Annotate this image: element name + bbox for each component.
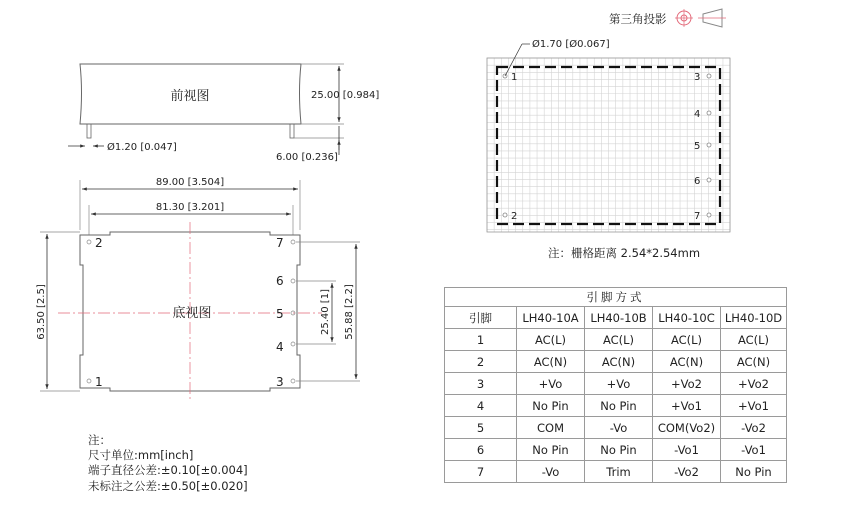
grid-pin-label: 3: [694, 72, 701, 83]
table-cell: 6: [445, 439, 517, 461]
table-cell: AC(L): [721, 329, 787, 351]
table-cell: AC(N): [585, 351, 653, 373]
grid-pin-label: 7: [694, 211, 701, 222]
table-row: [445, 351, 787, 373]
projection-symbol: [609, 9, 726, 27]
table-cell: AC(N): [653, 351, 721, 373]
projection-circle-icon: [675, 9, 693, 27]
bottom-view: [36, 177, 360, 402]
table-cell: +Vo: [585, 373, 653, 395]
table-cell: AC(L): [653, 329, 721, 351]
pin-table-title: 引脚方式: [445, 288, 787, 307]
front-pin-left: [87, 124, 91, 138]
bottom-pin-label: 6: [276, 274, 284, 288]
notes-pin-tolerance: 端子直径公差:±0.10[±0.004]: [88, 463, 248, 478]
pin-table-header-row: [445, 307, 787, 329]
table-row: [445, 395, 787, 417]
grid-note: 注：栅格距离 2.54*2.54mm: [548, 246, 701, 260]
bottom-pin-label: 5: [276, 307, 284, 321]
table-cell: 2: [445, 351, 517, 373]
notes-title: 注：: [88, 433, 111, 447]
bottom-pin-pitch-dim: 25.40 [1]: [320, 289, 331, 335]
table-cell: No Pin: [517, 439, 585, 461]
table-cell: No Pin: [721, 461, 787, 483]
front-view: [68, 64, 379, 163]
table-cell: -Vo2: [653, 461, 721, 483]
bottom-pin-7: [276, 236, 295, 250]
table-cell: AC(N): [721, 351, 787, 373]
bottom-pin-3: [276, 375, 295, 389]
pin-table-title-row: [445, 288, 787, 307]
table-cell: AC(L): [585, 329, 653, 351]
bottom-pin-label: 4: [276, 340, 284, 354]
bottom-overall-width-dim: 89.00 [3.504]: [155, 177, 225, 188]
table-row: [445, 373, 787, 395]
column-header: LH40-10C: [653, 307, 721, 329]
grid-pin-label: 4: [694, 109, 701, 120]
table-cell: -Vo: [585, 417, 653, 439]
pin-table: [444, 287, 787, 483]
table-cell: No Pin: [585, 439, 653, 461]
notes-block: [88, 433, 248, 494]
table-cell: +Vo1: [721, 395, 787, 417]
table-cell: COM: [517, 417, 585, 439]
column-header: LH40-10B: [585, 307, 653, 329]
bottom-pin-span-height-dim: 55.88 [2.2]: [344, 284, 355, 340]
notes-general-tolerance: 未标注之公差:±0.50[±0.020]: [88, 478, 248, 493]
bottom-pin-label: 7: [276, 236, 284, 250]
bottom-pin-6: [276, 274, 295, 288]
grid-pin-1: [503, 72, 517, 83]
grid-pin-2: [503, 211, 517, 222]
bottom-pin-label: 1: [95, 375, 103, 389]
table-cell: +Vo1: [653, 395, 721, 417]
grid-pin-label: 2: [511, 211, 518, 222]
table-row: [445, 461, 787, 483]
front-view-label: 前视图: [170, 89, 210, 104]
table-cell: -Vo1: [721, 439, 787, 461]
front-pin-right: [290, 124, 294, 138]
table-cell: AC(L): [517, 329, 585, 351]
grid-pin-label: 6: [694, 176, 701, 187]
table-cell: Trim: [585, 461, 653, 483]
bottom-overall-height-dim: 63.50 [2.5]: [36, 284, 47, 340]
projection-label: 第三角投影: [609, 12, 667, 26]
bottom-view-label: 底视图: [172, 306, 212, 321]
table-cell: -Vo: [517, 461, 585, 483]
table-row: [445, 439, 787, 461]
front-pin-diameter-dim: Ø1.20 [0.047]: [107, 142, 177, 153]
column-header: 引脚: [445, 307, 517, 329]
bottom-pin-label: 3: [276, 375, 284, 389]
front-height-dim: 25.00 [0.984]: [311, 90, 380, 101]
grid-pin-label: 5: [694, 141, 701, 152]
table-cell: -Vo1: [653, 439, 721, 461]
column-header: LH40-10D: [721, 307, 787, 329]
table-cell: 5: [445, 417, 517, 439]
table-row: [445, 417, 787, 439]
table-cell: No Pin: [517, 395, 585, 417]
table-cell: AC(N): [517, 351, 585, 373]
table-row: [445, 329, 787, 351]
bottom-pin-label: 2: [95, 236, 103, 250]
table-cell: 4: [445, 395, 517, 417]
notes-unit: 尺寸单位:mm[inch]: [88, 448, 194, 463]
table-cell: No Pin: [585, 395, 653, 417]
bottom-pin-1: [87, 375, 103, 389]
grid-view: [487, 38, 730, 260]
grid-hole-dim: Ø1.70 [Ø0.067]: [532, 39, 610, 50]
table-cell: 7: [445, 461, 517, 483]
table-cell: COM(Vo2): [653, 417, 721, 439]
table-cell: +Vo2: [653, 373, 721, 395]
projection-frustum-icon: [698, 9, 726, 27]
table-cell: -Vo2: [721, 417, 787, 439]
table-cell: +Vo: [517, 373, 585, 395]
bottom-pin-4: [276, 340, 295, 354]
table-cell: +Vo2: [721, 373, 787, 395]
front-pin-length-dim: 6.00 [0.236]: [276, 152, 338, 163]
grid-pin-label: 1: [511, 72, 518, 83]
table-cell: 1: [445, 329, 517, 351]
bottom-pin-5: [276, 307, 295, 321]
bottom-pin-2: [87, 236, 103, 250]
bottom-pin-span-width-dim: 81.30 [3.201]: [155, 202, 225, 213]
column-header: LH40-10A: [517, 307, 585, 329]
table-cell: 3: [445, 373, 517, 395]
